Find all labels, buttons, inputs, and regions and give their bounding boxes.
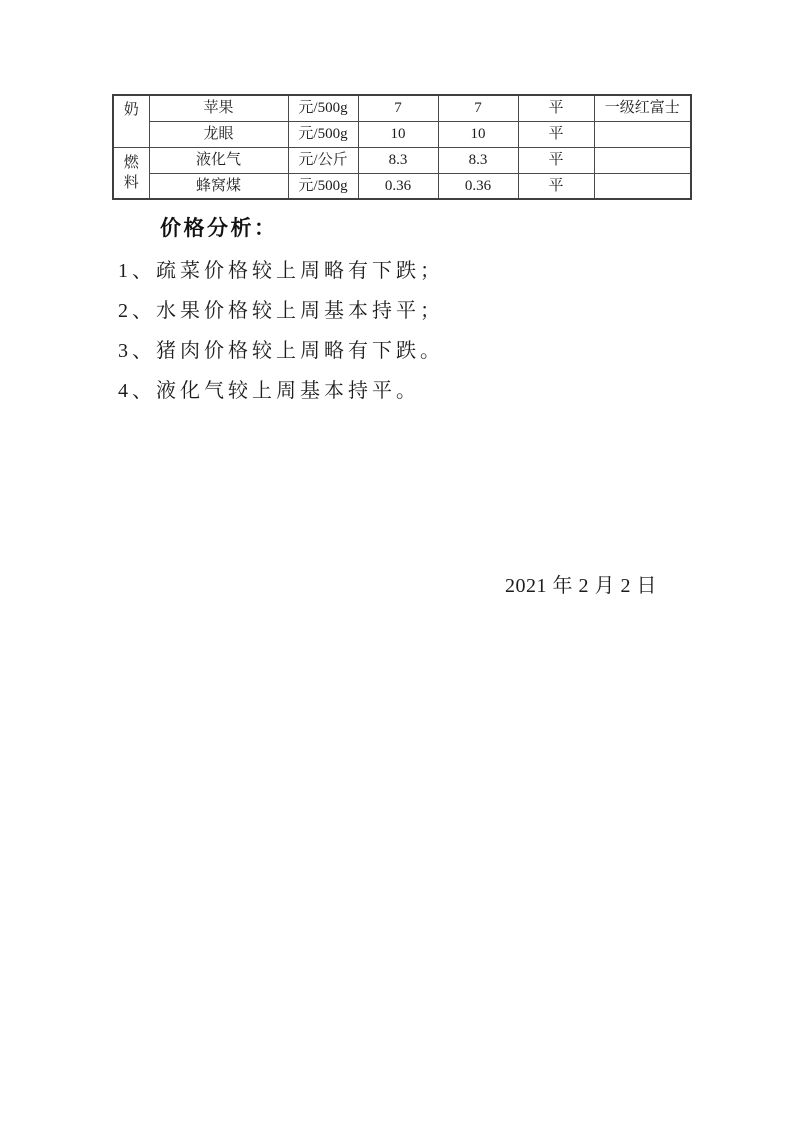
cell-price-previous: 10 [438, 121, 518, 147]
table-row [113, 95, 691, 121]
cell-trend: 平 [518, 121, 594, 147]
cell-note: 一级红富士 [594, 95, 691, 121]
cell-trend: 平 [518, 173, 594, 199]
analysis-item-1: 1、疏菜价格较上周略有下跌； [118, 260, 444, 282]
cell-unit: 元/公斤 [288, 147, 358, 173]
cell-category: 燃料 [113, 147, 149, 199]
cell-price-previous: 8.3 [438, 147, 518, 173]
cell-unit: 元/500g [288, 121, 358, 147]
cell-trend: 平 [518, 95, 594, 121]
price-table [112, 94, 692, 200]
table-row [113, 147, 691, 173]
cell-note [594, 121, 691, 147]
document-date: 2021 年 2 月 2 日 [505, 575, 657, 597]
cell-item: 龙眼 [149, 121, 288, 147]
cell-price-current: 0.36 [358, 173, 438, 199]
cell-category: 奶 [113, 95, 149, 147]
table-row [113, 121, 691, 147]
cell-price-current: 8.3 [358, 147, 438, 173]
cell-note [594, 147, 691, 173]
cell-unit: 元/500g [288, 95, 358, 121]
cell-price-current: 10 [358, 121, 438, 147]
cell-price-previous: 0.36 [438, 173, 518, 199]
cell-price-previous: 7 [438, 95, 518, 121]
analysis-heading: 价格分析： [160, 216, 278, 240]
cell-item: 蜂窝煤 [149, 173, 288, 199]
analysis-item-3: 3、猪肉价格较上周略有下跌。 [118, 340, 444, 362]
analysis-item-2: 2、水果价格较上周基本持平； [118, 300, 444, 322]
cell-unit: 元/500g [288, 173, 358, 199]
cell-trend: 平 [518, 147, 594, 173]
cell-item: 液化气 [149, 147, 288, 173]
cell-price-current: 7 [358, 95, 438, 121]
analysis-item-4: 4、液化气较上周基本持平。 [118, 380, 420, 402]
cell-item: 苹果 [149, 95, 288, 121]
cell-note [594, 173, 691, 199]
table-row [113, 173, 691, 199]
